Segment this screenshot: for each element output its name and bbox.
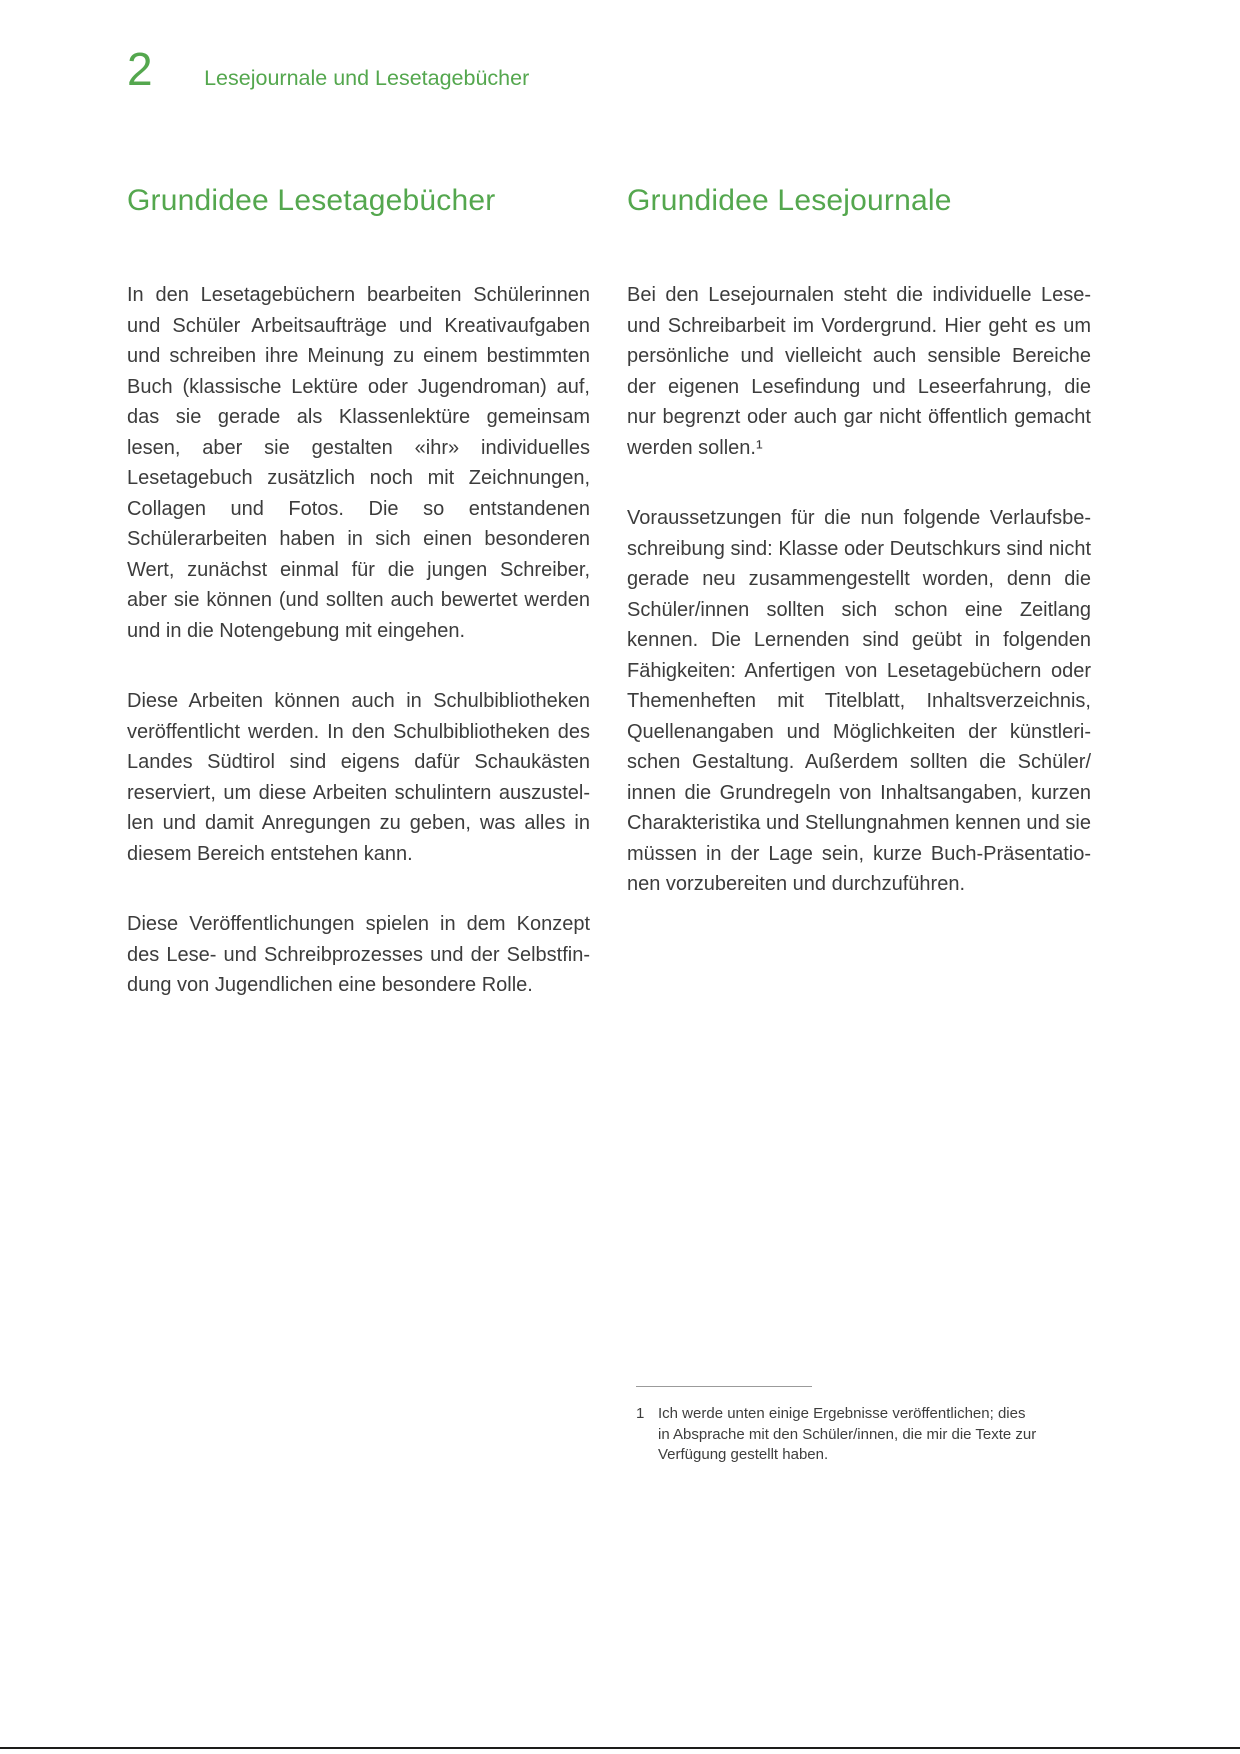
running-head: [127, 43, 530, 95]
footnote: [636, 1386, 1046, 1466]
chapter-title: Lesejournale und Lesetagebücher: [204, 66, 530, 90]
footnote-number: 1: [636, 1405, 645, 1422]
body-paragraph: Diese Veröffentlichungen spielen in dem Konzept des Lese- und Schreibprozesses und der Selbstfindung von Jugendlichen eine besondere Rolle.: [127, 913, 590, 996]
body-paragraph: Voraussetzungen für die nun folgende Verlaufsbeschreibung sind: Klasse oder Deutschkurs sind nicht gerade neu zusammengestellt worden, denn die Schüler/innen sollten sich schon eine Zeitlang kennen. Die Lernenden sind geübt in folgenden Fähigkeiten: Anfertigen von Lesetagebüchern oder Themenheften mit Titelblatt, Inhaltsverzeichnis, Quellenangaben und Möglichkeiten der künstlerischen Gestaltung. Außerdem sollten die Schüler/ innen die Grundregeln von Inhaltsangaben, kurzen Charakteristika und Stellungnahmen kennen und sie müssen in der Lage sein, kurze Buch-Präsentationen vorzubereiten und durchzuführen.: [627, 507, 1091, 895]
footnote-rule: [636, 1386, 812, 1387]
page-bottom-edge: [0, 1747, 1240, 1749]
footnote-text: Ich werde unten einige Ergebnisse veröffentlichen; dies in Absprache mit den Schüler/innen, die mir die Texte zur Verfügung gestellt haben.: [658, 1405, 1037, 1463]
left-column-heading: Grundidee Lesetagebücher: [127, 184, 496, 217]
right-column-heading: Grundidee Lesejournale: [627, 184, 952, 217]
body-paragraph: In den Lesetagebüchern bearbeiten Schülerinnen und Schüler Arbeitsaufträge und Kreativaufgaben und schreiben ihre Meinung zu einem bestimmten Buch (klassische Lektüre oder Jugendroman) auf, das sie gerade als Klassenlektüre gemeinsam lesen, aber sie gestalten «ihr» individuelles Lesetagebuch zusätzlich noch mit Zeichnungen, Collagen und Fotos. Die so entstandenen Schülerarbeiten haben in sich einen besonderen Wert, zunächst einmal für die jungen Schreiber, aber sie können (und sollten auch bewertet werden und in die Notengebung mit eingehen.: [127, 284, 590, 642]
left-column: [127, 184, 590, 1041]
body-paragraph: Bei den Lesejournalen steht die individuelle Lese- und Schreibarbeit im Vordergrund. Hier geht es um persönliche und vielleicht auch sensible Bereiche der eigenen Lesefindung und Leseerfahrung, die nur begrenzt oder auch gar nicht öffentlich gemacht werden sollen.¹: [627, 284, 1091, 459]
body-paragraph: Diese Arbeiten können auch in Schulbibliotheken veröffentlicht werden. In den Schulbibliotheken des Landes Südtirol sind eigens dafür Schaukästen reserviert, um diese Arbeiten schulintern auszustellen und damit Anregungen zu geben, was alles in diesem Bereich entstehen kann.: [127, 690, 590, 865]
chapter-number: 2: [127, 43, 154, 95]
right-column: [627, 184, 1091, 1041]
two-column-layout: [127, 184, 1091, 1041]
footnote-item: [636, 1404, 1046, 1466]
